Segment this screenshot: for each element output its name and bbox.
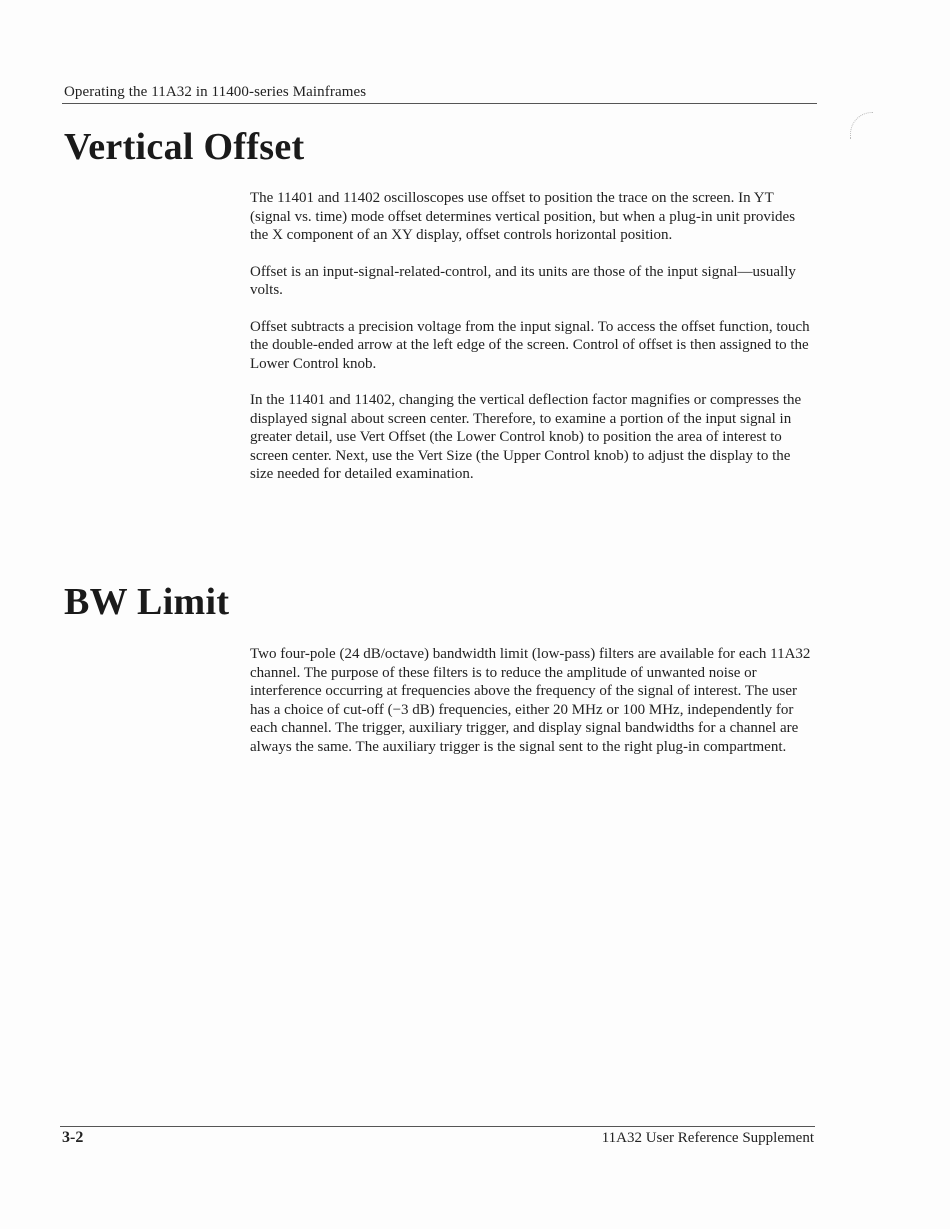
bw-limit-body: [250, 645, 815, 774]
header-rule: [62, 103, 817, 104]
scan-artifact: [850, 112, 873, 139]
section-title-bw-limit: BW Limit: [64, 581, 230, 623]
footer-rule: [60, 1126, 815, 1127]
vertical-offset-paragraph-3: Offset subtracts a precision voltage from the input signal. To access the offset function, touch the double-ended arrow at the left edge of the screen. Control of offset is then assigned to the Lower Control knob.: [250, 318, 810, 372]
vertical-offset-body: [250, 189, 815, 502]
vertical-offset-paragraph-1: The 11401 and 11402 oscilloscopes use offset to position the trace on the screen. In YT (signal vs. time) mode offset determines vertical position, but when a plug-in unit provides the X component of an XY display, offset controls horizontal position.: [250, 190, 796, 243]
bw-limit-paragraph-1: Two four-pole (24 dB/octave) bandwidth limit (low-pass) filters are available for each 11A32 channel. The purpose of these filters is to reduce the amplitude of unwanted noise or interference occurring at frequencies above the frequency of the signal of interest. The user has a choice of cut-off (−3 dB) frequencies, either 20 MHz or 100 MHz, independently for each channel. The trigger, auxiliary trigger, and display signal bandwidths for a channel are always the same. The auxiliary trigger is the signal sent to the right plug-in compartment.: [250, 646, 811, 755]
vertical-offset-paragraph-4: In the 11401 and 11402, changing the vertical deflection factor magnifies or compresses the displayed signal about screen center. Therefore, to examine a portion of the input signal in greater detail, use Vert Offset (the Lower Control knob) to position the area of interest to screen center. Next, use the Vert Size (the Upper Control knob) to adjust the display to the size needed for detailed examination.: [250, 392, 802, 482]
page-number: 3-2: [62, 1129, 84, 1146]
footer-document-title: 11A32 User Reference Supplement: [601, 1130, 814, 1146]
section-title-vertical-offset: Vertical Offset: [64, 126, 305, 168]
running-header: Operating the 11A32 in 11400-series Mainframes: [64, 84, 367, 100]
vertical-offset-paragraph-2: Offset is an input-signal-related-control, and its units are those of the input signal—usually volts.: [250, 263, 796, 298]
